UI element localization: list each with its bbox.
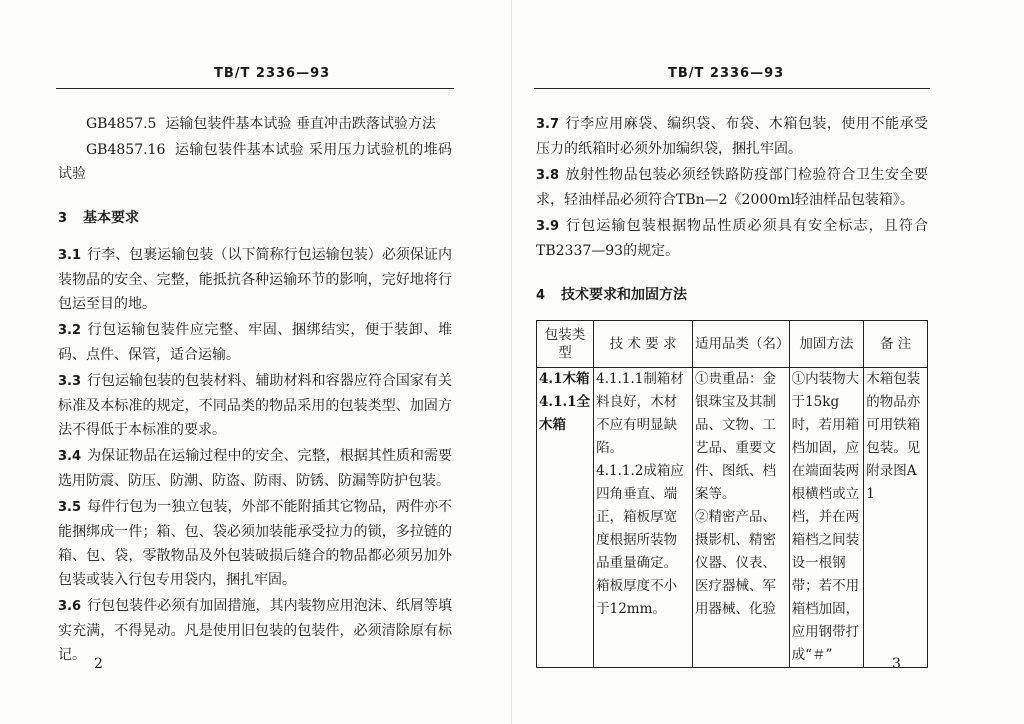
- clause-text: 行包运输包装件应完整、牢固、捆绑结实，便于装卸、堆码、点件、保管，适合运输。: [58, 322, 452, 363]
- reference-gb4857-5: [58, 112, 452, 136]
- section-title: 基本要求: [83, 210, 140, 226]
- clause-text: 放射性物品包装必须经铁路防疫部门检验符合卫生安全要求，轻油样品必须符合TBn—2《2000ml轻油样品包装箱》。: [536, 167, 928, 208]
- left-text-column: [58, 112, 452, 669]
- requirements-table-wrapper: [536, 320, 928, 668]
- clause-number: 3.2: [58, 323, 82, 338]
- table-header-row: [537, 321, 928, 368]
- table-cell-remark: 木箱包装的物品亦可用铁箱包装。见附录图A1: [864, 368, 928, 668]
- column-header: 技 术 要 求: [594, 321, 693, 368]
- clause-3-4: [58, 444, 452, 493]
- clause-number: 3.3: [58, 374, 82, 389]
- requirements-table: [536, 320, 928, 668]
- table-cell-requirement: 4.1.1.1制箱材料良好，木材不应有明显缺陷。 4.1.1.2成箱应四角垂直、端正，箱板厚宽度根据所装物品重量确定。箱板厚度不小于12mm。: [594, 368, 693, 668]
- standard-code: GB4857.16: [86, 142, 166, 158]
- reference-gb4857-16: [58, 138, 452, 186]
- page-number: 2: [94, 656, 103, 672]
- section-heading: [58, 206, 452, 231]
- right-text-column: [536, 112, 928, 668]
- page-header: TB/T 2336—93: [668, 66, 785, 81]
- clause-number: 3.8: [536, 168, 560, 183]
- table-cell-applicable: ①贵重品：金银珠宝及其制品、文物、工艺品、重要文件、图纸、档案等。 ②精密产品、摄影机、精密仪器、仪表、医疗器械、军用器械、化验: [692, 368, 789, 668]
- standard-code: GB4857.5: [86, 116, 157, 132]
- page-number: 3: [892, 656, 901, 672]
- clause-text: 行包包装件必须有加固措施，其内装物应用泡沫、纸屑等填实充满，不得晃动。凡是使用旧包装的包装件，必须清除原有标记。: [58, 598, 452, 663]
- page-header: TB/T 2336—93: [214, 66, 331, 81]
- clause-3-8: [536, 163, 928, 212]
- clause-number: 3.6: [58, 599, 82, 614]
- column-header: 包装类型: [537, 321, 594, 368]
- table-cell-type: 4.1木箱 4.1.1全木箱: [537, 368, 594, 668]
- clause-3-6: [58, 594, 452, 667]
- clause-number: 3.4: [58, 449, 82, 464]
- table-row: [537, 368, 928, 668]
- standard-title: 运输包装件基本试验 垂直冲击跌落试验方法: [165, 116, 436, 132]
- clause-text: 为保证物品在运输过程中的安全、完整，根据其性质和需要选用防震、防压、防潮、防盗、防雨、防锈、防漏等防护包装。: [58, 448, 452, 489]
- clause-text: 行李、包裹运输包装（以下简称行包运输包装）必须保证内装物品的安全、完整，能抵抗各种运输环节的影响，完好地将行包运至目的地。: [58, 247, 452, 312]
- clause-3-2: [58, 318, 452, 367]
- clause-3-7: [536, 112, 928, 161]
- clause-number: 3.5: [58, 500, 82, 515]
- right-page: [512, 0, 1024, 724]
- table-cell-method: ①内装物大于15kg时，若用箱档加固，应在端面装两根横档或立档，并在两箱档之间装设一根钢带；若不用箱档加固，应用钢带打成“＃”: [789, 368, 864, 668]
- header-rule: [534, 88, 930, 89]
- section-heading: [536, 283, 928, 308]
- clause-text: 每件行包为一独立包装，外部不能附插其它物品，两件亦不能捆绑成一件；箱、包、袋必须加装能承受拉力的锁，多拉链的箱、包、袋，零散物品及外包装破损后缝合的物品都必须另加外包装或装入行包专用袋内，捆扎牢固。: [58, 499, 452, 588]
- header-rule: [56, 88, 454, 89]
- column-header: 适用品类（名）: [692, 321, 789, 368]
- clause-number: 3.9: [536, 219, 560, 234]
- section-number: 4: [536, 288, 546, 303]
- column-header: 备 注: [864, 321, 928, 368]
- column-header: 加固方法: [789, 321, 864, 368]
- clause-3-3: [58, 369, 452, 442]
- clause-text: 行李应用麻袋、编织袋、布袋、木箱包装，使用不能承受压力的纸箱时必须外加编织袋，捆扎牢固。: [536, 116, 928, 157]
- clause-text: 行包运输包装的包装材料、辅助材料和容器应符合国家有关标准及本标准的规定，不同品类的物品采用的包装类型、加固方法不得低于本标准的要求。: [58, 373, 452, 438]
- clause-text: 行包运输包装根据物品性质必须具有安全标志，且符合TB2337—93的规定。: [536, 218, 928, 259]
- section-number: 3: [58, 211, 68, 226]
- clause-number: 3.1: [58, 248, 82, 263]
- clause-number: 3.7: [536, 117, 560, 132]
- section-title: 技术要求和加固方法: [561, 287, 688, 303]
- clause-3-9: [536, 214, 928, 263]
- standard-title: 运输包装件基本试验 采用压力试验机的堆码试验: [58, 142, 452, 182]
- clause-3-1: [58, 243, 452, 316]
- clause-3-5: [58, 495, 452, 592]
